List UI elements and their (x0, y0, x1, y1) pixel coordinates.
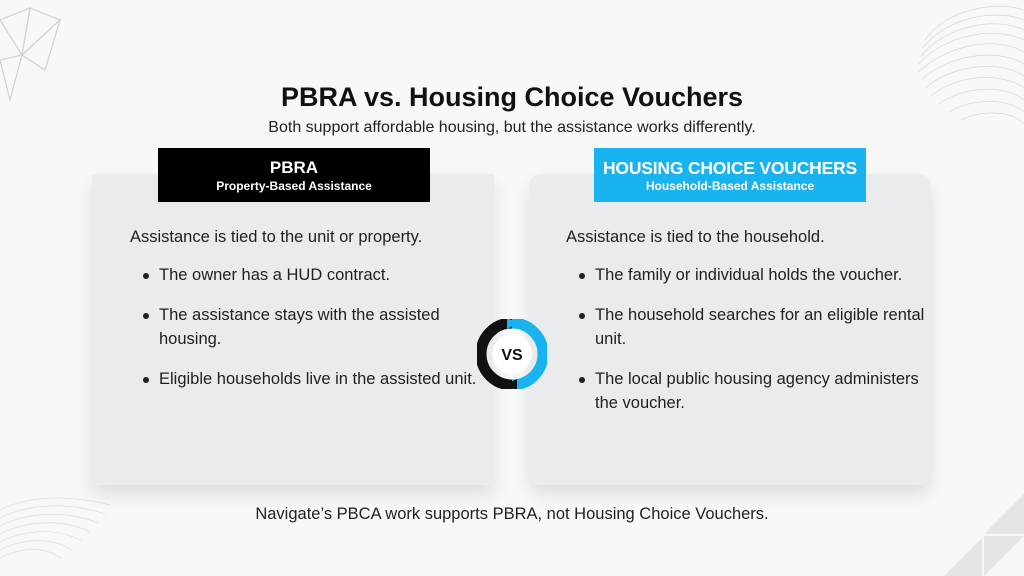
hcv-header-subtitle: Household-Based Assistance (645, 178, 815, 193)
pbra-bullet-list (130, 263, 485, 407)
pbra-header-subtitle: Property-Based Assistance (216, 178, 372, 193)
hcv-header (594, 148, 866, 202)
page-subtitle: Both support affordable housing, but the assistance works differently. (268, 119, 756, 136)
list-item: The assistance stays with the assisted housing. (130, 303, 485, 351)
list-item: The household searches for an eligible rental unit. (566, 303, 926, 351)
pbra-lead-text: Assistance is tied to the unit or property. (130, 228, 423, 246)
list-item: Eligible households live in the assisted unit. (130, 367, 485, 391)
footer-note: Navigate’s PBCA work supports PBRA, not Housing Choice Vouchers. (255, 505, 769, 523)
hcv-header-title: HOUSING CHOICE VOUCHERS (602, 157, 858, 178)
list-item: The owner has a HUD contract. (130, 263, 485, 287)
hcv-lead-text: Assistance is tied to the household. (566, 228, 825, 246)
vs-label: VS (501, 347, 523, 364)
vs-badge-icon (477, 319, 547, 389)
hcv-bullet-list (566, 263, 926, 431)
pbra-header-title: PBRA (269, 157, 319, 177)
page-title: PBRA vs. Housing Choice Vouchers (280, 82, 744, 112)
wave-lines-decoration-bottom-left (0, 490, 110, 576)
list-item: The family or individual holds the voucher. (566, 263, 926, 287)
list-item: The local public housing agency administers the voucher. (566, 367, 926, 415)
pbra-header (158, 148, 430, 202)
